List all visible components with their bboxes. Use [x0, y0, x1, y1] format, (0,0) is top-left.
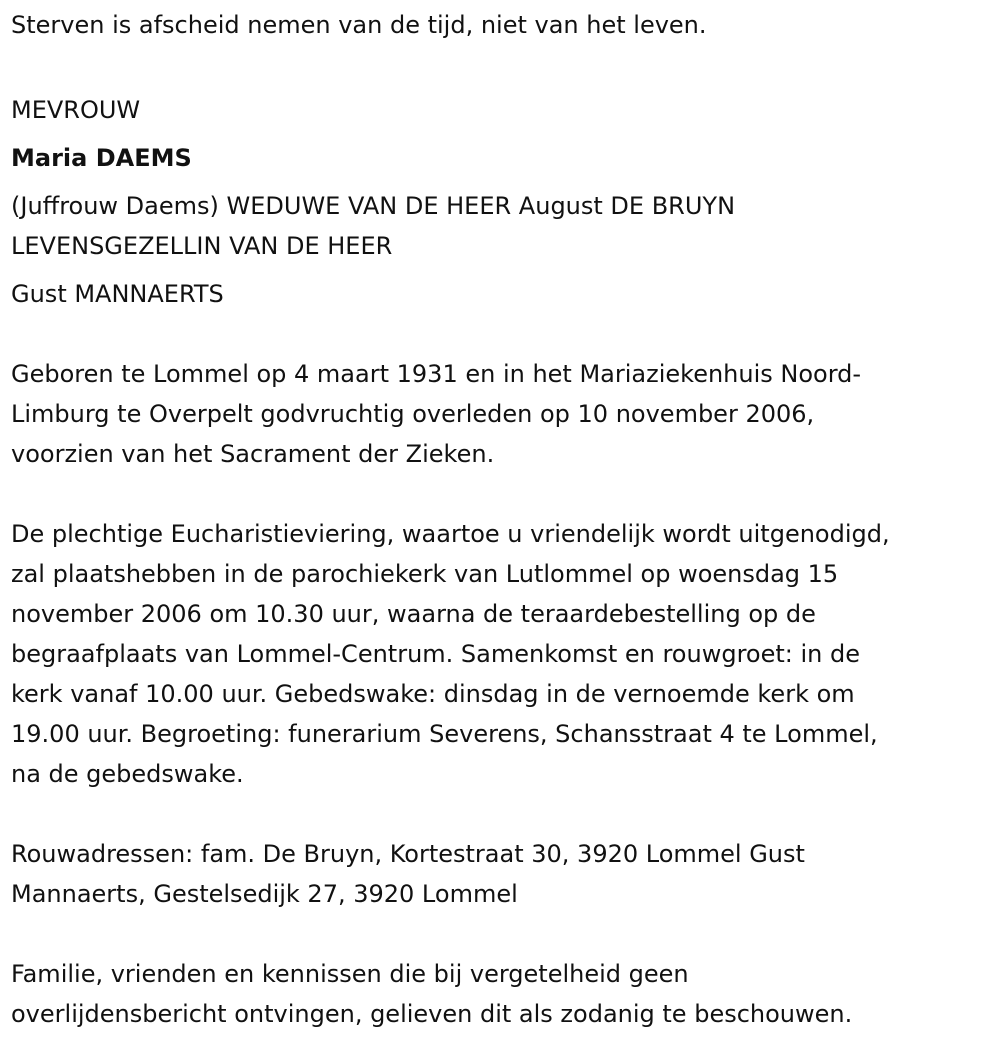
paragraph-line: De plechtige Eucharistieviering, waartoe u vriendelijk wordt uitgenodigd,: [11, 520, 890, 548]
title-prefix: MEVROUW: [11, 96, 141, 124]
birth-death-paragraph: [11, 354, 993, 474]
ceremony-paragraph: [11, 514, 993, 794]
motto: Sterven is afscheid nemen van de tijd, niet van het leven.: [11, 11, 707, 39]
paragraph-line: Mannaerts, Gestelsedijk 27, 3920 Lommel: [11, 880, 518, 908]
paragraph-line: na de gebedswake.: [11, 760, 244, 788]
paragraph-line: Limburg te Overpelt godvruchtig overleden op 10 november 2006,: [11, 400, 815, 428]
paragraph-line: kerk vanaf 10.00 uur. Gebedswake: dinsdag in de vernoemde kerk om: [11, 680, 855, 708]
paragraph-line: Geboren te Lommel op 4 maart 1931 en in het Mariaziekenhuis Noord-: [11, 360, 862, 388]
paragraph-line: Rouwadressen: fam. De Bruyn, Kortestraat 30, 3920 Lommel Gust: [11, 840, 805, 868]
paragraph-line: 19.00 uur. Begroeting: funerarium Severens, Schansstraat 4 te Lommel,: [11, 720, 878, 748]
relation-line-3: Gust MANNAERTS: [11, 280, 224, 308]
paragraph-line: overlijdensbericht ontvingen, gelieven dit als zodanig te beschouwen.: [11, 1000, 853, 1028]
paragraph-line: begraafplaats van Lommel-Centrum. Samenkomst en rouwgroet: in de: [11, 640, 860, 668]
closing-paragraph: [11, 954, 993, 1034]
deceased-name: Maria DAEMS: [11, 144, 192, 172]
relation-line-2: LEVENSGEZELLIN VAN DE HEER: [11, 232, 393, 260]
addresses-paragraph: [11, 834, 993, 914]
paragraph-line: Familie, vrienden en kennissen die bij vergetelheid geen: [11, 960, 689, 988]
obituary-document: [11, 0, 993, 1034]
relation-line-1: (Juffrouw Daems) WEDUWE VAN DE HEER August DE BRUYN: [11, 192, 736, 220]
paragraph-line: zal plaatshebben in de parochiekerk van Lutlommel op woensdag 15: [11, 560, 839, 588]
paragraph-line: voorzien van het Sacrament der Zieken.: [11, 440, 495, 468]
paragraph-line: november 2006 om 10.30 uur, waarna de teraardebestelling op de: [11, 600, 816, 628]
